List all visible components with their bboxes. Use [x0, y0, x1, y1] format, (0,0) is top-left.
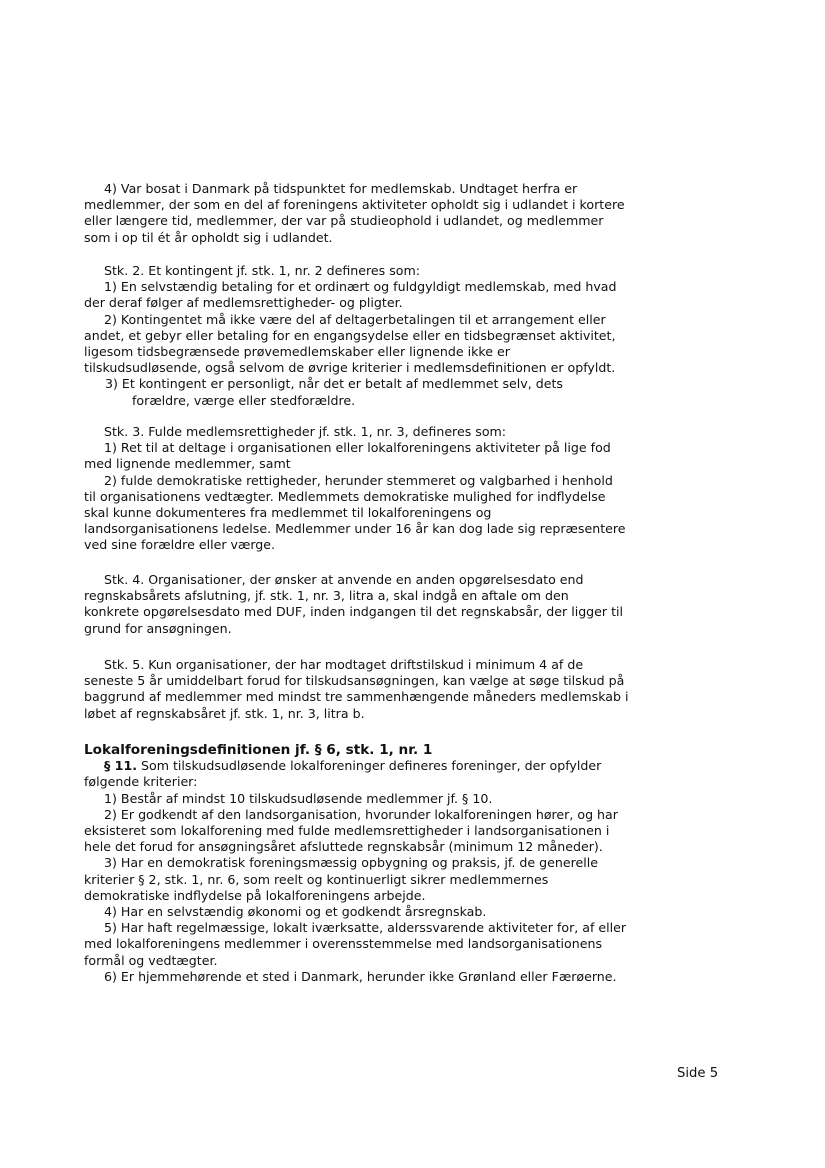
text-line: ved sine forældre eller værge.	[84, 537, 276, 553]
text-line: formål og vedtægter.	[84, 952, 218, 968]
section-heading: Lokalforeningsdefinitionen jf. § 6, stk. 1, nr. 1	[84, 742, 433, 758]
section-stk-2	[84, 263, 669, 409]
text-line: der deraf følger af medlemsrettigheder- og pligter.	[84, 295, 403, 311]
text-line: regnskabsårets afslutning, jf. stk. 1, nr. 3, litra a, skal indgå en aftale om den	[84, 588, 569, 604]
page-number: Side 5	[677, 1066, 719, 1081]
text-line: grund for ansøgningen.	[84, 620, 232, 636]
text-line: 1) Ret til at deltage i organisationen eller lokalforeningens aktiviteter på lige fod	[104, 440, 611, 456]
paragraph-intro	[84, 758, 669, 774]
section-stk-3	[84, 424, 669, 554]
criterion-item: 5) Har haft regelmæssige, lokalt iværksatte, alderssvarende aktiviteter for, af eller	[104, 920, 627, 936]
section-stk-4	[84, 572, 669, 637]
text-line: forældre, værge eller stedforældre.	[132, 392, 356, 408]
text-line: Stk. 5. Kun organisationer, der har modtaget driftstilskud i minimum 4 af de	[104, 657, 584, 672]
text-line: 3) Et kontingent er personligt, når det er betalt af medlemmet selv, dets	[105, 376, 563, 392]
criterion-item: 4) Har en selvstændig økonomi og et godkendt årsregnskab.	[104, 904, 487, 920]
text-line: eksisteret som lokalforening med fulde medlemsrettigheder i landsorganisationen i	[84, 823, 610, 839]
text-line: andet, et gebyr eller betaling for en engangsydelse eller en tidsbegrænset aktivitet,	[84, 327, 616, 343]
text-line: demokratiske indflydelse på lokalforeningens arbejde.	[84, 887, 426, 903]
text-line: 4) Var bosat i Danmark på tidspunktet for medlemskab. Undtaget herfra er	[104, 181, 578, 196]
criterion-item: 2) Er godkendt af den landsorganisation, hvorunder lokalforeningen hører, og har	[104, 806, 618, 822]
stk-heading: Stk. 3. Fulde medlemsrettigheder jf. stk. 1, nr. 3, defineres som:	[104, 424, 507, 439]
criterion-item: 6) Er hjemmehørende et sted i Danmark, herunder ikke Grønland eller Færøerne.	[104, 968, 617, 984]
stk-heading: Stk. 2. Et kontingent jf. stk. 1, nr. 2 defineres som:	[104, 263, 421, 278]
text-line: med lignende medlemmer, samt	[84, 456, 291, 472]
text-line: landsorganisationens ledelse. Medlemmer under 16 år kan dog lade sig repræsentere	[84, 521, 626, 537]
text-line: med lokalforeningens medlemmer i overensstemmelse med landsorganisationens	[84, 936, 603, 952]
text-line: Som tilskudsudløsende lokalforeninger defineres foreninger, der opfylder	[137, 758, 602, 774]
section-stk-5	[84, 657, 669, 722]
section-item-4	[84, 181, 669, 246]
text-line: 2) Kontingentet må ikke være del af deltagerbetalingen til et arrangement eller	[104, 311, 606, 327]
text-line: 2) fulde demokratiske rettigheder, herunder stemmeret og valgbarhed i henhold	[104, 472, 613, 488]
paragraph-label: § 11.	[104, 758, 137, 774]
text-line: skal kunne dokumenteres fra medlemmet til lokalforeningens og	[84, 505, 492, 521]
text-line: medlemmer, der som en del af foreningens aktiviteter opholdt sig i udlandet i kortere	[84, 197, 625, 213]
text-line: kriterier § 2, stk. 1, nr. 6, som reelt og kontinuerligt sikrer medlemmernes	[84, 871, 549, 887]
text-line: som i op til ét år opholdt sig i udlandet.	[84, 229, 333, 245]
text-line: løbet af regnskabsåret jf. stk. 1, nr. 3, litra b.	[84, 705, 365, 721]
text-line: følgende kriterier:	[84, 774, 198, 790]
text-line: til organisationens vedtægter. Medlemmets demokratiske mulighed for indflydelse	[84, 488, 606, 504]
text-line: ligesom tidsbegrænsede prøvemedlemskaber eller lignende ikke er	[84, 344, 510, 360]
criterion-item: 3) Har en demokratisk foreningsmæssig opbygning og praksis, jf. de generelle	[104, 855, 599, 871]
text-line: 1) En selvstændig betaling for et ordinært og fuldgyldigt medlemskab, med hvad	[104, 279, 617, 295]
section-lokalforening	[84, 742, 669, 985]
text-line: konkrete opgørelsesdato med DUF, inden indgangen til det regnskabsår, der ligger til	[84, 604, 624, 620]
text-line: hele det forud for ansøgningsåret afsluttede regnskabsår (minimum 12 måneder).	[84, 839, 603, 855]
criterion-item: 1) Består af mindst 10 tilskudsudløsende medlemmer jf. § 10.	[104, 790, 493, 806]
text-line: baggrund af medlemmer med mindst tre sammenhængende måneders medlemskab i	[84, 689, 629, 705]
text-line: eller længere tid, medlemmer, der var på studieophold i udlandet, og medlemmer	[84, 213, 604, 229]
text-line: tilskudsudløsende, også selvom de øvrige kriterier i medlemsdefinitionen er opfyldt.	[84, 360, 616, 376]
text-line: Stk. 4. Organisationer, der ønsker at anvende en anden opgørelsesdato end	[104, 572, 584, 587]
text-line: seneste 5 år umiddelbart forud for tilskudsansøgningen, kan vælge at søge tilskud på	[84, 673, 625, 689]
